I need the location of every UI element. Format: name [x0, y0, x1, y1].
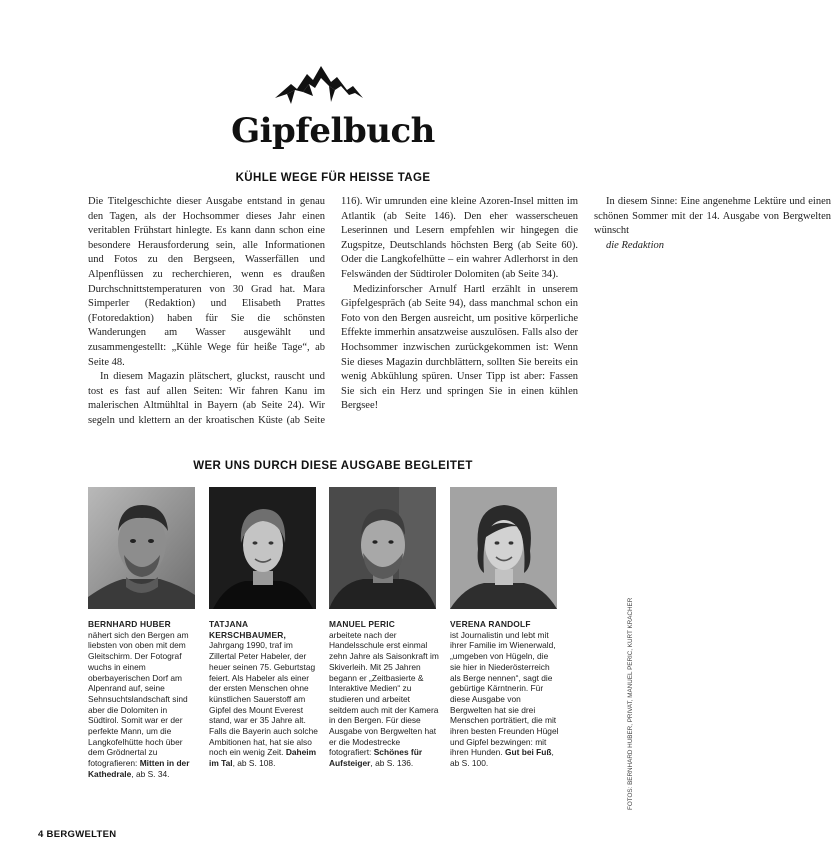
contributor-text: Jahrgang 1990, traf im Zillertal Peter Habeler, der heuer seinen 75. Geburtstag feiert. Als Habeler als einer der ersten Menschen ohne künstlichen Sauerstoff am Gipfel des Mount Everest stand, war er 35 Jahre alt. Falls die Bayerin auch solche Ambitionen hat, hat sie also noch ein wenig Zeit. — [209, 640, 318, 758]
contributor-page: , ab S. 136. — [370, 758, 414, 769]
intro-paragraph: In diesem Magazin plätschert, gluckst, rauscht und tost es fast auf allen Seiten: Wir fahren Kanu im malerischen Altmühltal in Bayern (ab Seite 24). Wir segeln und klettern an der kroatischen Küste (ab Seite 116). Wir umrunden eine kleine Azoren-Insel mitten im Atlantik (ab Seite 146). Den eher wasserscheuen Leserinnen und Lesern empfehlen wir hingegen die Zugspitze, Deutschlands höchsten Berg (ab Seite 60). Oder die Langkofelhütte – ein wahrer Adlerhorst in den Felswänden der Südtiroler Dolomiten (ab Seite 34). — [88, 196, 578, 426]
contributor-name: MANUEL PERIC — [329, 619, 395, 629]
intro-paragraph: Medizinforscher Arnulf Hartl erzählt in unserem Gipfelgespräch (ab Seite 94), dass manchmal schon ein Foto von den Bergen ausreicht, um positive körperliche Effekte immerhin ansatzweise auszulösen. Falls also der Hochsommer inzwischen zurückgekommen ist: Wenn Sie dieses Magazin durchblättern, sollten Sie bereits ein wenig Abkühlung spüren. Unser Tipp ist aber: Fassen Sie sich ein Herz und springen Sie in einen kühlen Bergsee! — [341, 283, 578, 412]
contributor-photo — [450, 487, 557, 609]
contributor-name: VERENA RANDOLF — [450, 619, 531, 629]
intro-paragraph: In diesem Sinne: Eine angenehme Lektüre und einen schönen Sommer mit der 14. Ausgabe von Bergwelten wünscht — [594, 196, 831, 237]
contributor-name: BERNHARD HUBER — [88, 619, 171, 629]
contributor-name: TATJANA KERSCHBAUMER, — [209, 619, 287, 640]
contributor-bio — [329, 619, 439, 769]
intro-paragraph: Die Titelgeschichte dieser Ausgabe entstand in genau den Tagen, als der Hochsommer dieses Jahr einen veritablen Frühstart hinlegte. Es kann dann schon eine besondere Herausforderung sein, alle Informationen und Fotos zu den Bergseen, Wasserfällen und Alpenflüssen zu recherchieren, wenn es draußen Durchschnittstemperaturen von 30 Grad hat. Mara Simperler (Redaktion) und Elisabeth Prattes (Fotoredaktion) haben für Sie die schönsten Wanderungen am Wasser ausgewählt und zusammengestellt: „Kühle Wege für heiße Tage“, ab Seite 48. — [88, 196, 325, 368]
contributor-card — [209, 487, 319, 769]
contributor-story: Daheim im Tal — [209, 747, 317, 769]
contributor-story: Mitten in der Kathedrale — [88, 758, 190, 779]
contributor-bio — [450, 619, 560, 769]
mountain-peaks-icon — [273, 62, 365, 108]
contributor-card — [88, 487, 198, 780]
contributor-bio — [88, 619, 198, 780]
page-subtitle: KÜHLE WEGE FÜR HEISSE TAGE — [235, 172, 431, 184]
page-title: Gipfelbuch — [231, 111, 435, 151]
photo-credit: FOTOS: BERNHARD HUBER, PRIVAT, MANUEL PERIC, KURT KRACHER — [627, 597, 634, 810]
contributors-heading: WER UNS DURCH DIESE AUSGABE BEGLEITET — [193, 460, 473, 472]
intro-text — [88, 195, 831, 433]
contributor-card — [329, 487, 439, 769]
contributor-page: , ab S. 34. — [131, 768, 170, 779]
contributor-page: , ab S. 100. — [450, 747, 554, 769]
contributor-bio — [209, 619, 319, 769]
contributor-story: Schönes für Aufsteiger — [329, 747, 423, 769]
contributor-text: ist Journalistin und lebt mit ihrer Familie im Wienerwald, „umgeben von Hügeln, die sie hier in Niederösterreich als Berge nennen“, sagt die gebürtige Kärntnerin. Für diese Ausgabe von Bergwelten hat sie drei Menschen porträtiert, die mit ihren besten Freunden Hügel und Gipfel bezwingen: mit ihren Hunden. — [450, 629, 559, 758]
contributor-page: , ab S. 108. — [232, 758, 276, 769]
contributor-text: nähert sich den Bergen am liebsten von oben mit dem Gleitschirm. Der Fotograf wuchs in einem oberbayerischen Dorf am Alpenrand auf, seine Sehnsuchtslandschaft sind aber die Dolomiten in Südtirol. Somit war er der perfekte Mann, um die Langkofelhütte hoch über dem Grödnertal zu fotografieren: — [88, 629, 189, 769]
contributor-text: arbeitete nach der Handelsschule erst einmal zehn Jahre als Saisonkraft im Skiverleih. Mit 25 Jahren begann er „Zeitbasierte & Interaktive Medien“ zu studieren und arbeitet seitdem auch mit der Kamera in den Bergen. Für diese Ausgabe von Bergwelten hat er die Modestrecke fotografiert: — [329, 629, 439, 758]
page-footer — [38, 829, 116, 840]
contributors-grid — [88, 487, 568, 817]
contributor-card — [450, 487, 560, 769]
contributor-photo — [88, 487, 195, 609]
magazine-name: BERGWELTEN — [46, 829, 117, 840]
intro-signature: die Redaktion — [606, 239, 665, 251]
contributor-photo — [209, 487, 316, 609]
contributor-photo — [329, 487, 436, 609]
contributor-story: Gut bei Fuß — [504, 747, 552, 758]
page-number: 4 — [38, 829, 44, 840]
